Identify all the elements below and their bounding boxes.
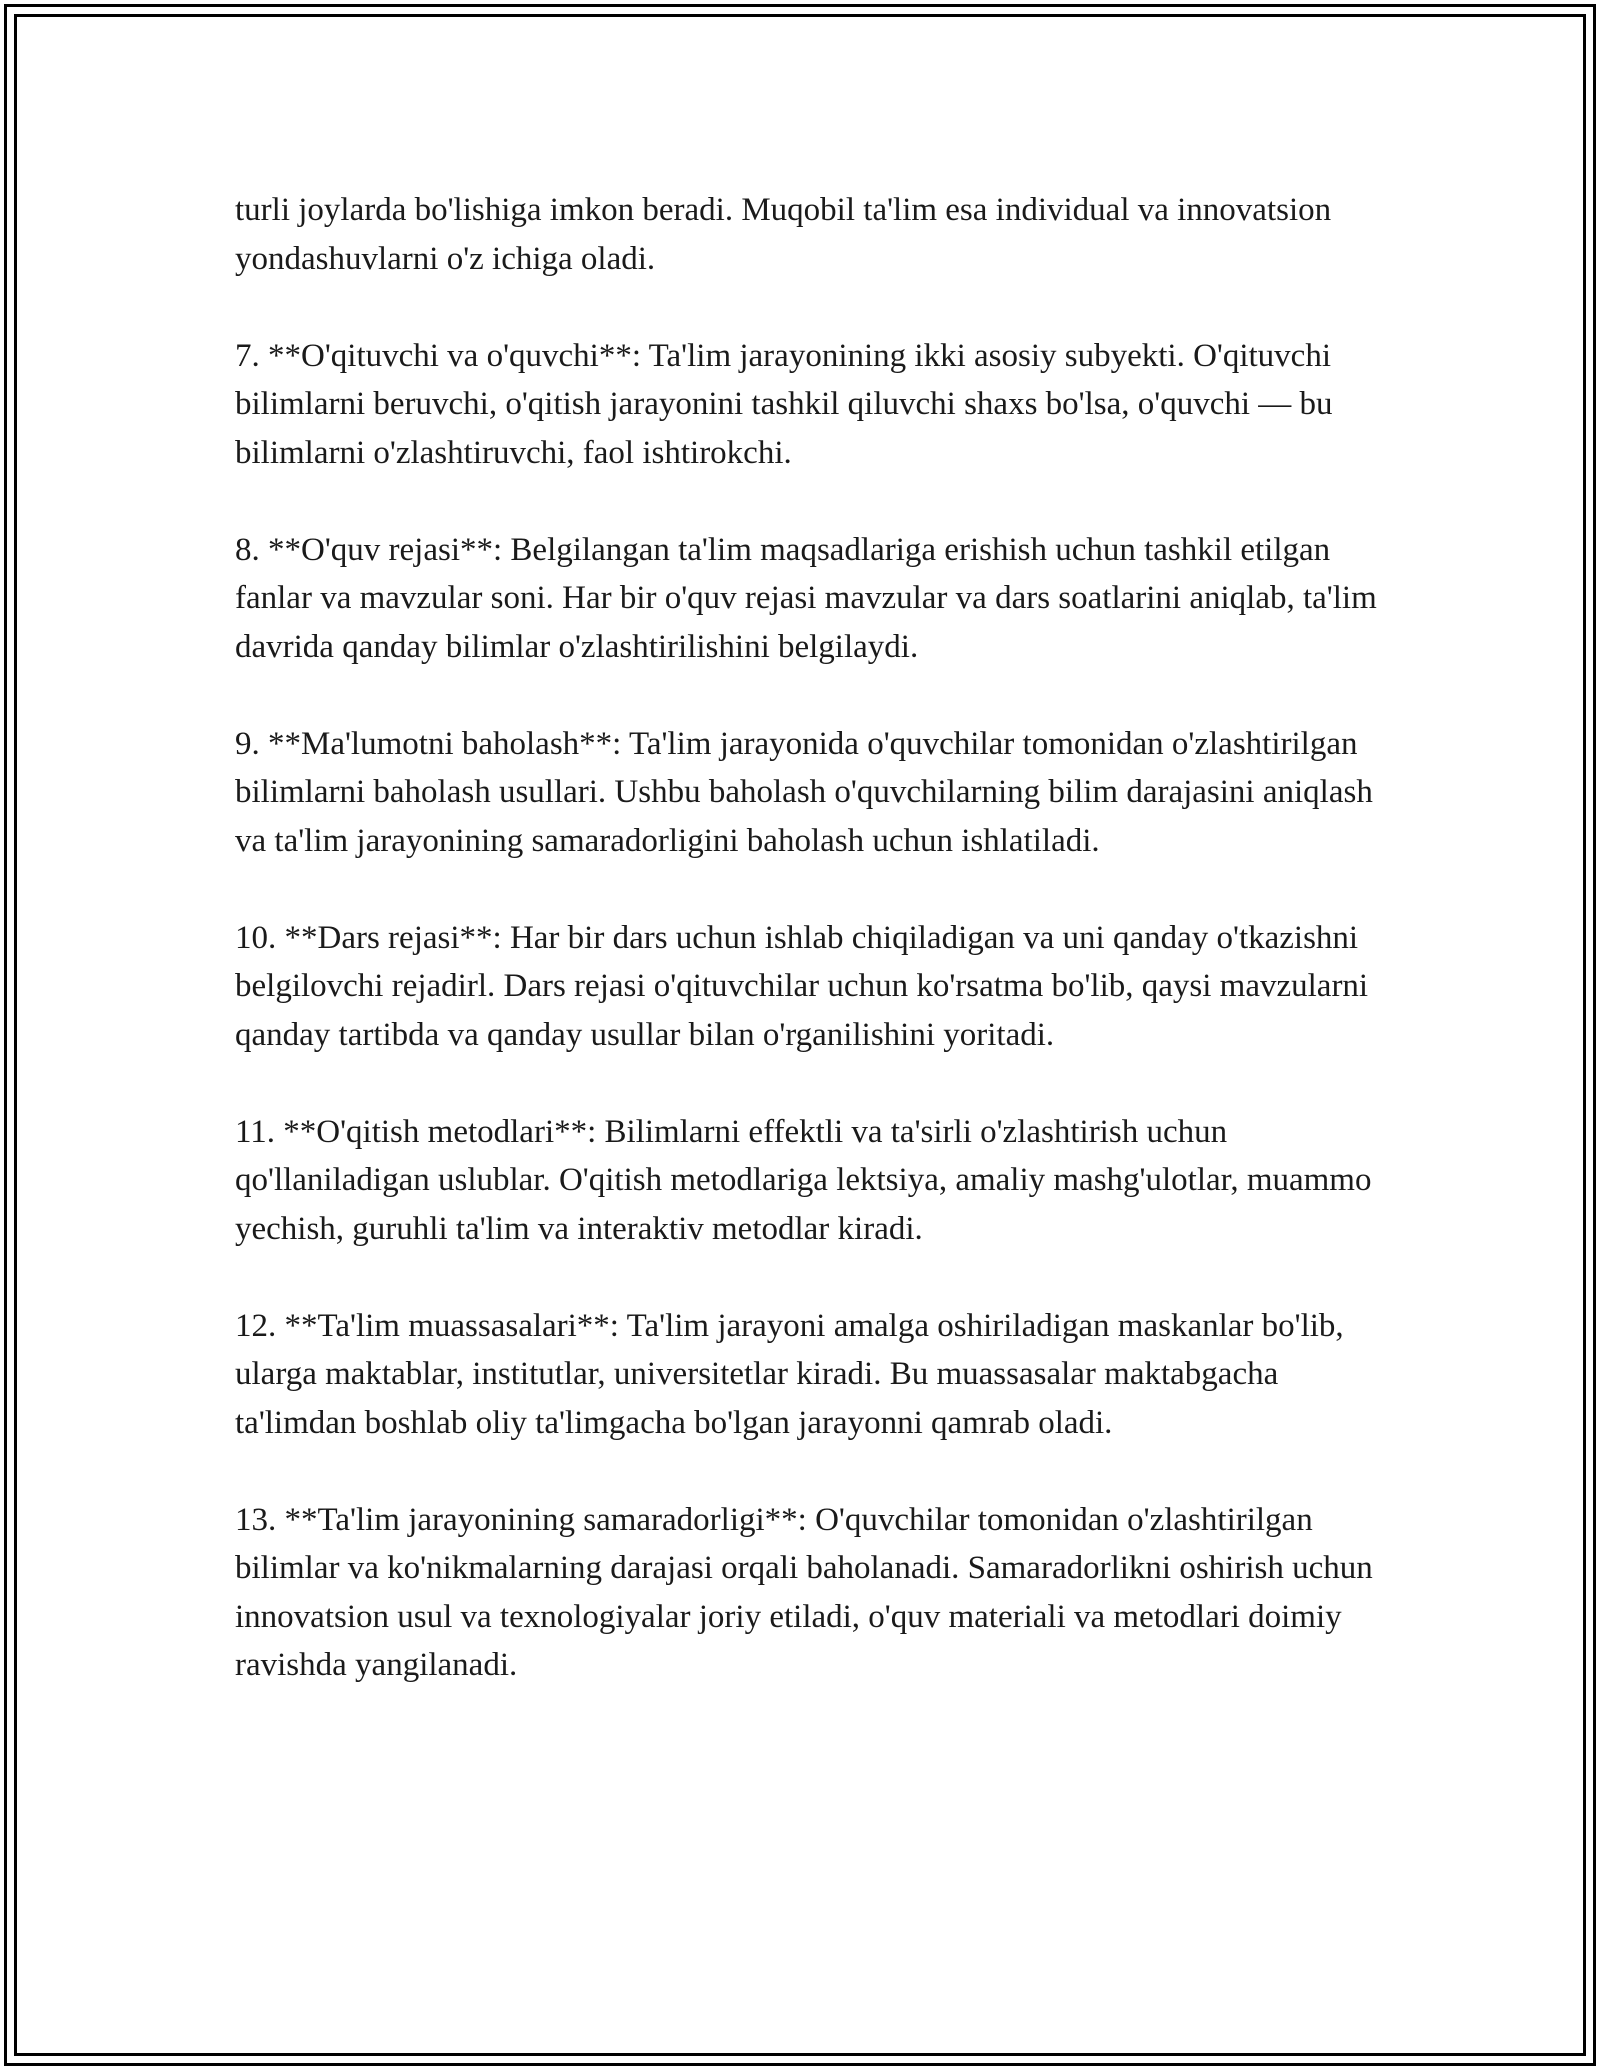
- paragraph-item-8: 8. **O'quv rejasi**: Belgilangan ta'lim maqsadlariga erishish uchun tashkil etilgan fanlar va mavzular soni. Har bir o'quv rejasi mavzular va dars soatlarini aniqlab, ta'lim davrida qanday bilimlar o'zlashtirilishini belgilaydi.: [235, 531, 1377, 665]
- paragraph-item-12: 12. **Ta'lim muassasalari**: Ta'lim jarayoni amalga oshiriladigan maskanlar bo'lib, ularga maktablar, institutlar, universitetlar kiradi. Bu muassasalar maktabgacha ta'limdan boshlab oliy ta'limgacha bo'lgan jarayonni qamrab oladi.: [235, 1307, 1344, 1441]
- paragraph-item-9: 9. **Ma'lumotni baholash**: Ta'lim jarayonida o'quvchilar tomonidan o'zlashtirilgan bilimlarni baholash usullari. Ushbu baholash o'quvchilarning bilim darajasini aniqlash va ta'lim jarayonining samaradorligini baholash uchun ishlatiladi.: [235, 725, 1373, 859]
- paragraph-item-13: 13. **Ta'lim jarayonining samaradorligi**: O'quvchilar tomonidan o'zlashtirilgan bilimlar va ko'nikmalarning darajasi orqali baholanadi. Samaradorlikni oshirish uchun innovatsion usul va texnologiyalar joriy etiladi, o'quv materiali va metodlari doimiy ravishda yangilanadi.: [235, 1501, 1373, 1683]
- document-body: [235, 186, 1385, 1690]
- paragraph-item-10: 10. **Dars rejasi**: Har bir dars uchun ishlab chiqiladigan va uni qanday o'tkazishni belgilovchi rejadirl. Dars rejasi o'qituvchilar uchun ko'rsatma bo'lib, qaysi mavzularni qanday tartibda va qanday usullar bilan o'rganilishini yoritadi.: [235, 919, 1369, 1053]
- paragraph-item-7: 7. **O'qituvchi va o'quvchi**: Ta'lim jarayonining ikki asosiy subyekti. O'qituvchi bilimlarni beruvchi, o'qitish jarayonini tashkil qiluvchi shaxs bo'lsa, o'quvchi — bu bilimlarni o'zlashtiruvchi, faol ishtirokchi.: [235, 337, 1333, 471]
- paragraph-continuation: turli joylarda bo'lishiga imkon beradi. Muqobil ta'lim esa individual va innovatsion yondashuvlarni o'z ichiga oladi.: [235, 192, 1332, 277]
- paragraph-item-11: 11. **O'qitish metodlari**: Bilimlarni effektli va ta'sirli o'zlashtirish uchun qo'llaniladigan uslublar. O'qitish metodlariga lektsiya, amaliy mashg'ulotlar, muammo yechish, guruhli ta'lim va interaktiv metodlar kiradi.: [235, 1113, 1372, 1247]
